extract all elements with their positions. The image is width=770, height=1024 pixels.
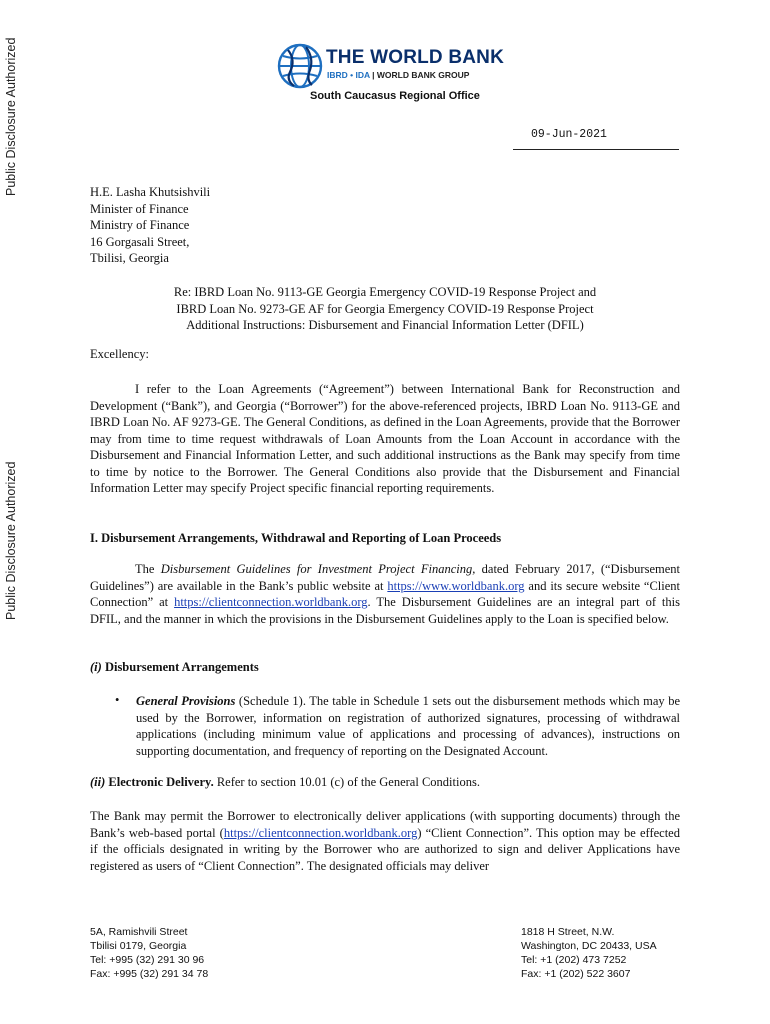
logo-subtitle [327, 70, 469, 80]
client-connection-link[interactable]: https://clientconnection.worldbank.org [223, 825, 418, 840]
bullet-item [136, 693, 680, 759]
addressee-line: 16 Gorgasali Street, [90, 234, 190, 249]
subsection-heading [90, 660, 259, 675]
subsection-title: Disbursement Arrangements [101, 660, 259, 674]
worldbank-link[interactable]: https://www.worldbank.org [387, 578, 525, 593]
footer-line: 1818 H Street, N.W. [521, 926, 615, 938]
footer-address-tbilisi [90, 925, 208, 981]
footer-line: 5A, Ramishvili Street [90, 926, 188, 938]
addressee-line: Ministry of Finance [90, 218, 190, 232]
footer-line: Washington, DC 20433, USA [521, 940, 657, 952]
subsection-number: (ii) [90, 775, 106, 789]
addressee-block [90, 184, 210, 267]
addressee-line: H.E. Lasha Khutsishvili [90, 185, 211, 199]
subject-line: IBRD Loan No. 9273-GE AF for Georgia Emergency COVID-19 Response Project [176, 301, 594, 316]
guidelines-title: Disbursement Guidelines for Investment Project Financing, [160, 562, 476, 576]
date-underline [513, 149, 679, 150]
subject-line: Re: IBRD Loan No. 9113-GE Georgia Emergency COVID-19 Response Project and [173, 285, 597, 299]
letterhead-logo [276, 42, 506, 92]
logo-sub-group: | WORLD BANK GROUP [369, 70, 470, 80]
subject-line: Additional Instructions: Disbursement and Financial Information Letter (DFIL) [186, 318, 584, 332]
intro-paragraph: I refer to the Loan Agreements (“Agreement”) between International Bank for Reconstruction and Development (“Bank”), and Georgia (“Borrower”) for the above-referenced projects, IBRD Loan No. 9113-GE and IBRD Loan No. AF 9273-GE. The General Conditions, as defined in the Loan Agreements, provide that the Borrower may from time to time request withdrawals of Loan Amounts from the Loan Account in accordance with the Disbursement and Financial Information Letter, and such additional instructions as the Bank may specify from time to time by notice to the Borrower. The General Conditions also provide that the Disbursement and Financial Information Letter may specify Project specific financial reporting requirements. [90, 382, 680, 495]
section1-paragraph [90, 561, 680, 627]
subsection-heading-electronic [90, 775, 480, 790]
footer-line: Tel: +995 (32) 291 30 96 [90, 954, 205, 966]
footer-line: Tel: +1 (202) 473 7252 [521, 954, 627, 966]
disclosure-stamp-middle: Public Disclosure Authorized [4, 461, 18, 620]
footer-line: Fax: +995 (32) 291 34 78 [90, 968, 209, 980]
disclosure-stamp-top: Public Disclosure Authorized [4, 37, 18, 196]
bullet-marker: • [115, 693, 120, 707]
subject-block [90, 284, 680, 334]
addressee-line: Tbilisi, Georgia [90, 251, 169, 265]
office-name: South Caucasus Regional Office [310, 90, 480, 102]
footer-line: Tbilisi 0179, Georgia [90, 940, 187, 952]
text-run: and its secure website “Client Connection” at [90, 578, 680, 609]
client-connection-link[interactable]: https://clientconnection.worldbank.org [174, 595, 368, 609]
addressee-line: Minister of Finance [90, 201, 189, 216]
text-run: . The Disbursement Guidelines are an integral part of this DFIL, and the manner in which the provisions in the Disbursement Guidelines apply to the Loan is specified below. [90, 595, 680, 626]
text-run: The [135, 562, 161, 576]
footer-address-washington [521, 925, 657, 981]
text-run: ) “Client Connection”. This option may be effected if the officials designated in writing by the Borrower who are authorized to sign and deliver Applications have registered as users of “Client Connection”. The designated officials may deliver [90, 825, 680, 873]
logo-sub-ibrd: IBRD • IDA [327, 70, 370, 80]
logo-title: THE WORLD BANK [326, 47, 505, 68]
text-run: The Bank may permit the Borrower to electronically deliver applications (with supporting documents) through the Bank’s web-based portal ( [90, 809, 680, 840]
electronic-delivery-paragraph [90, 808, 680, 874]
text-run: dated February 2017, (“Disbursement Guidelines”) are available in the Bank’s public website at [90, 562, 680, 593]
letter-date: 09-Jun-2021 [531, 128, 607, 141]
bullet-text: (Schedule 1). The table in Schedule 1 sets out the disbursement methods which may be used by the Borrower, information on registration of authorized signatures, processing of withdrawal applications (including minimum value of applications and processing of advances), instructions on supporting documentation, and frequency of reporting on the Designated Account. [136, 694, 681, 758]
subsection-title: Electronic Delivery. [105, 775, 214, 789]
footer-line: Fax: +1 (202) 522 3607 [521, 968, 631, 980]
world-bank-globe-icon [276, 42, 324, 90]
bullet-lead: General Provisions [136, 694, 236, 708]
subsection-text: Refer to section 10.01 (c) of the General Conditions. [213, 775, 480, 789]
section-heading: I. Disbursement Arrangements, Withdrawal and Reporting of Loan Proceeds [90, 531, 502, 545]
subsection-number: (i) [90, 660, 102, 674]
salutation: Excellency: [90, 347, 149, 361]
